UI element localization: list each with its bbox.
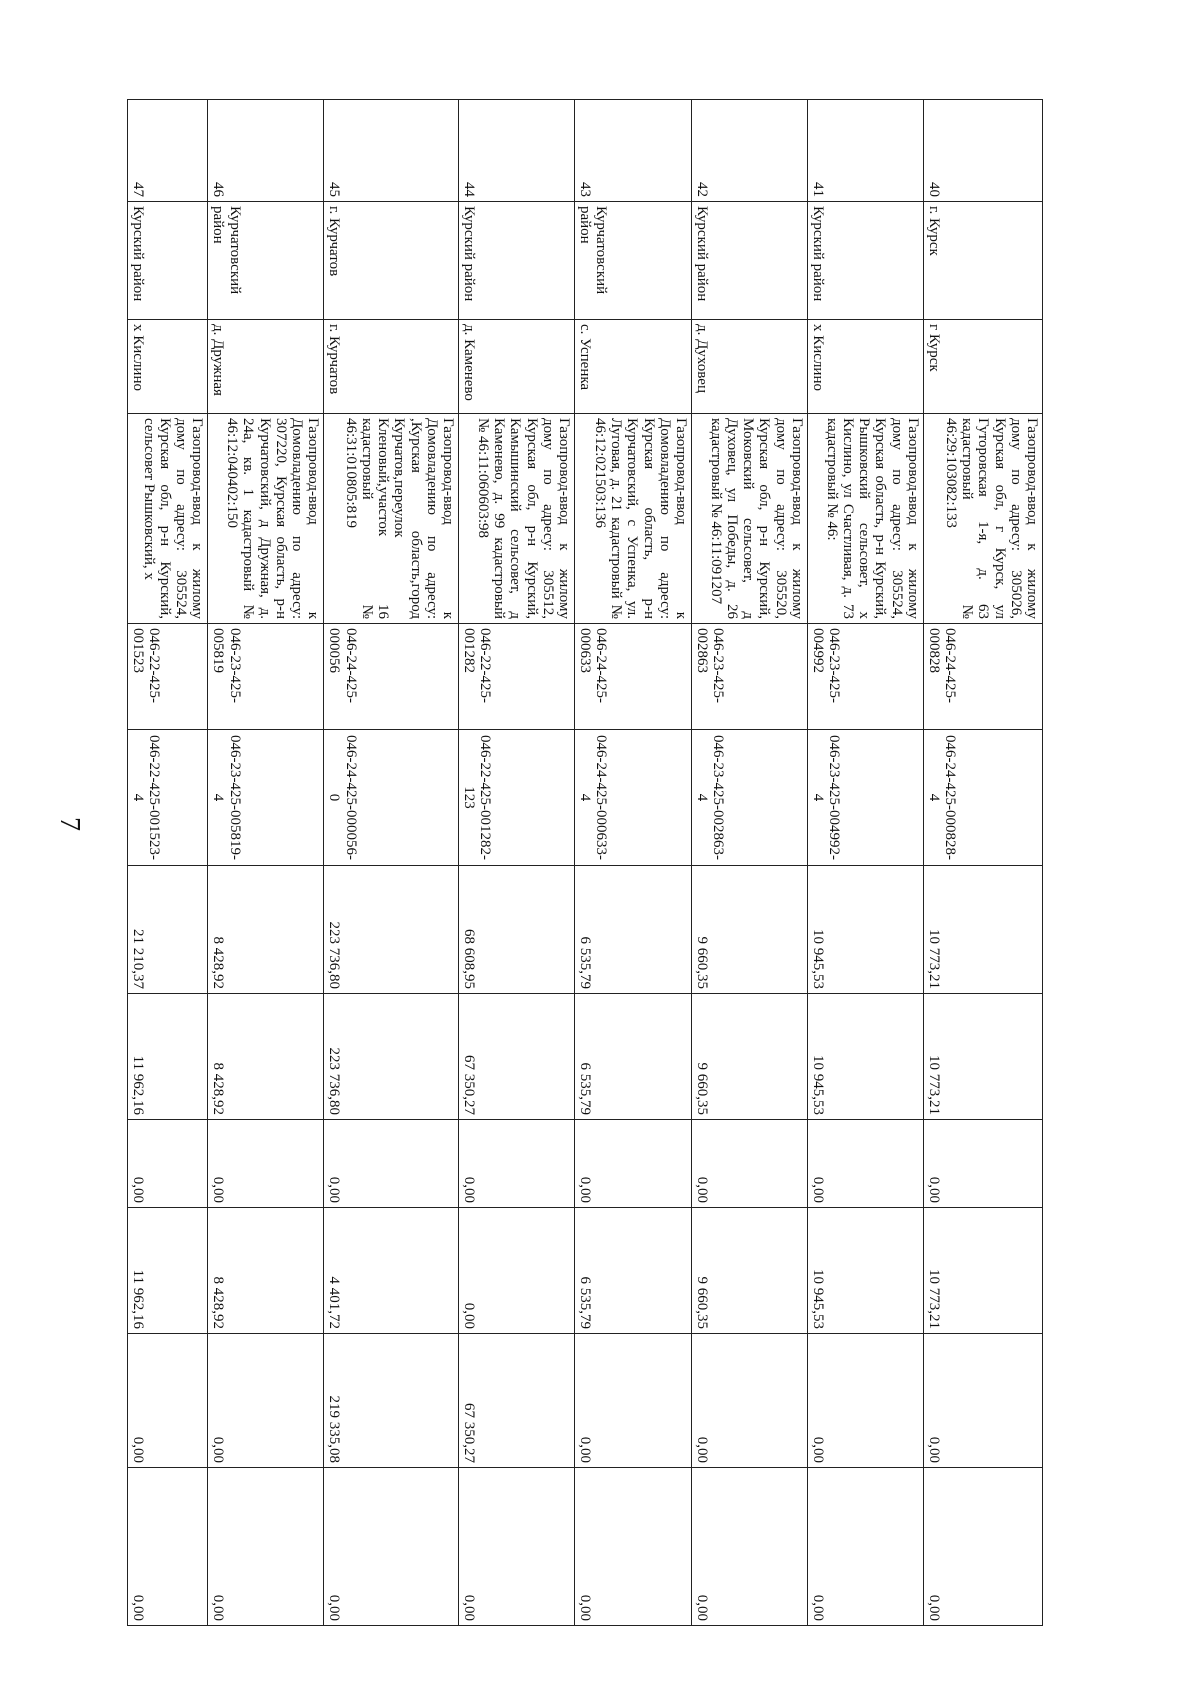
- object-code: 046-23-425-004992: [807, 624, 923, 730]
- object-code: 046-22-425-001282: [459, 624, 575, 730]
- inventory-number: 046-22-425-001523-4: [128, 730, 208, 866]
- inventory-number: 046-24-425-000056-0: [324, 730, 459, 866]
- amount-6: 0,00: [208, 1468, 324, 1626]
- locality-cell: г Курск: [923, 320, 1042, 414]
- region-cell: Курский район: [807, 202, 923, 320]
- amount-3: 0,00: [574, 1120, 691, 1208]
- amount-3: 0,00: [324, 1120, 459, 1208]
- locality-cell: г. Курчатов: [324, 320, 459, 414]
- amount-total: 10 773,21: [923, 866, 1042, 994]
- amount-2: 9 660,35: [691, 994, 807, 1120]
- registry-table: [127, 99, 1043, 1626]
- row-number: 40: [923, 100, 1042, 202]
- inventory-number: 046-24-425-000828-4: [923, 730, 1042, 866]
- locality-cell: с. Успенка: [574, 320, 691, 414]
- amount-6: 0,00: [324, 1468, 459, 1626]
- amount-5: 219 335,08: [324, 1334, 459, 1468]
- row-number: 42: [691, 100, 807, 202]
- amount-total: 21 210,37: [128, 866, 208, 994]
- table-rotation-wrapper: [127, 99, 1043, 1625]
- amount-6: 0,00: [574, 1468, 691, 1626]
- locality-cell: д. Дружная: [208, 320, 324, 414]
- amount-2: 10 945,53: [807, 994, 923, 1120]
- locality-cell: х Кислино: [807, 320, 923, 414]
- inventory-number: 046-22-425-001282-123: [459, 730, 575, 866]
- amount-4: 4 401,72: [324, 1208, 459, 1334]
- amount-5: 0,00: [923, 1334, 1042, 1468]
- object-description: Газопровод-ввод к Домовладению по адресу: ,Курская область,город Курчатов,переулок Кленовый,участок 16 кадастровый № 46:31:010805:819: [324, 414, 459, 624]
- table-row: [128, 100, 208, 1626]
- inventory-number: 046-23-425-004992-4: [807, 730, 923, 866]
- row-number: 44: [459, 100, 575, 202]
- amount-total: 10 945,53: [807, 866, 923, 994]
- row-number: 43: [574, 100, 691, 202]
- amount-6: 0,00: [923, 1468, 1042, 1626]
- region-cell: г. Курск: [923, 202, 1042, 320]
- amount-5: 0,00: [128, 1334, 208, 1468]
- amount-5: 67 350,27: [459, 1334, 575, 1468]
- amount-4: 11 962,16: [128, 1208, 208, 1334]
- region-cell: г. Курчатов: [324, 202, 459, 320]
- object-description: Газопровод-ввод к жилому дому по адресу: 305524, Курская область, р-н Курский, Рышковский сельсовет, х Кислино, ул Счастливая, д. 73 кадастровый № 46:: [807, 414, 923, 624]
- locality-cell: х Кислино: [128, 320, 208, 414]
- region-cell: Курчатовский район: [208, 202, 324, 320]
- region-cell: Курчатовский район: [574, 202, 691, 320]
- amount-4: 8 428,92: [208, 1208, 324, 1334]
- amount-3: 0,00: [923, 1120, 1042, 1208]
- amount-4: 10 945,53: [807, 1208, 923, 1334]
- amount-5: 0,00: [208, 1334, 324, 1468]
- inventory-number: 046-24-425-000633-4: [574, 730, 691, 866]
- amount-4: 9 660,35: [691, 1208, 807, 1334]
- row-number: 45: [324, 100, 459, 202]
- amount-5: 0,00: [807, 1334, 923, 1468]
- amount-6: 0,00: [459, 1468, 575, 1626]
- object-code: 046-23-425-005819: [208, 624, 324, 730]
- inventory-number: 046-23-425-005819-4: [208, 730, 324, 866]
- table-row: [807, 100, 923, 1626]
- amount-6: 0,00: [691, 1468, 807, 1626]
- object-description: Газопровод-ввод к жилому дому по адресу: 305512, Курская обл, р-н Курский, Камышинский сельсовет, д Каменево, д. 99 кадастровый № 46:11:060603:98: [459, 414, 575, 624]
- amount-4: 10 773,21: [923, 1208, 1042, 1334]
- table-row: [691, 100, 807, 1626]
- amount-2: 223 736,80: [324, 994, 459, 1120]
- object-description: Газопровод-ввод к Домовладению по адресу: Курская область, р-н Курчатовский, с Успенка, ул. Луговая, д. 21 кадастровый № 46:12:021503:136: [574, 414, 691, 624]
- amount-total: 6 535,79: [574, 866, 691, 994]
- object-code: 046-24-425-000056: [324, 624, 459, 730]
- amount-6: 0,00: [128, 1468, 208, 1626]
- table-row: [208, 100, 324, 1626]
- amount-5: 0,00: [574, 1334, 691, 1468]
- table-row: [324, 100, 459, 1626]
- row-number: 46: [208, 100, 324, 202]
- page-number: 7: [54, 817, 85, 831]
- object-description: Газопровод-ввод к жилому дому по адресу: 305026, Курская обл, г Курск, ул Гуторовская 1-я, д. 63 кадастровый № 46:29:103082:133: [923, 414, 1042, 624]
- amount-4: 6 535,79: [574, 1208, 691, 1334]
- amount-3: 0,00: [128, 1120, 208, 1208]
- amount-5: 0,00: [691, 1334, 807, 1468]
- region-cell: Курский район: [459, 202, 575, 320]
- amount-2: 8 428,92: [208, 994, 324, 1120]
- amount-3: 0,00: [459, 1120, 575, 1208]
- object-description: Газопровод-ввод к жилому дому по адресу: 305524, Курская обл, р-н Курский, сельсовет Рышковский, х: [128, 414, 208, 624]
- amount-6: 0,00: [807, 1468, 923, 1626]
- object-description: Газопровод-ввод к жилому дому по адресу: 305520, Курская обл, р-н Курский, Моковский сельсовет, д Духовец, ул Победы, д. 26 кадастровый № 46:11:091207: [691, 414, 807, 624]
- object-code: 046-23-425-002863: [691, 624, 807, 730]
- region-cell: Курский район: [691, 202, 807, 320]
- table-row: [923, 100, 1042, 1626]
- object-description: Газопровод-ввод к Домовладению по адресу: 307220, Курская область, р-н Курчатовский, д Дружная, д. 24а, кв. 1 кадастровый № 46:12:040402:150: [208, 414, 324, 624]
- amount-total: 68 608,95: [459, 866, 575, 994]
- object-code: 046-24-425-000633: [574, 624, 691, 730]
- object-code: 046-22-425-001523: [128, 624, 208, 730]
- amount-total: 9 660,35: [691, 866, 807, 994]
- amount-4: 0,00: [459, 1208, 575, 1334]
- amount-3: 0,00: [691, 1120, 807, 1208]
- inventory-number: 046-23-425-002863-4: [691, 730, 807, 866]
- region-cell: Курский район: [128, 202, 208, 320]
- locality-cell: д. Каменево: [459, 320, 575, 414]
- row-number: 47: [128, 100, 208, 202]
- row-number: 41: [807, 100, 923, 202]
- amount-total: 223 736,80: [324, 866, 459, 994]
- amount-2: 6 535,79: [574, 994, 691, 1120]
- locality-cell: д. Духовец: [691, 320, 807, 414]
- object-code: 046-24-425-000828: [923, 624, 1042, 730]
- table-row: [574, 100, 691, 1626]
- amount-2: 67 350,27: [459, 994, 575, 1120]
- amount-2: 10 773,21: [923, 994, 1042, 1120]
- amount-3: 0,00: [807, 1120, 923, 1208]
- table-row: [459, 100, 575, 1626]
- amount-total: 8 428,92: [208, 866, 324, 994]
- amount-3: 0,00: [208, 1120, 324, 1208]
- amount-2: 11 962,16: [128, 994, 208, 1120]
